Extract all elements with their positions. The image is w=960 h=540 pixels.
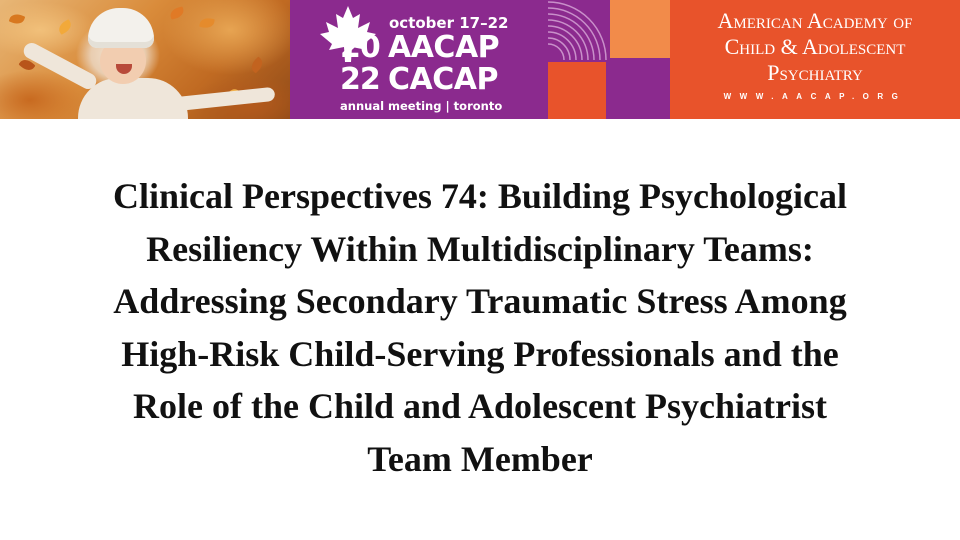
meeting-dates: october 17–22 (389, 14, 509, 32)
academy-name-line3: Psychiatry (767, 60, 863, 85)
title-line: Resiliency Within Multidisciplinary Teams: (146, 228, 814, 269)
title-line: Addressing Secondary Traumatic Stress Among (113, 281, 847, 321)
geometric-pattern (548, 0, 670, 119)
aacap-wordmark: AACAP (388, 30, 500, 65)
meeting-location: annual meeting | toronto (340, 99, 503, 113)
header-banner (0, 0, 960, 119)
title-line: Team Member (367, 438, 593, 479)
academy-website: WWW.AACAP.ORG (723, 92, 907, 101)
academy-name-line1: American Academy of (717, 8, 913, 33)
title-line: High-Risk Child-Serving Professionals and the (121, 333, 839, 374)
cacap-wordmark: CACAP (388, 62, 498, 97)
academy-name-line2: Child & Adolescent (724, 34, 906, 59)
autumn-girl-photo (0, 0, 290, 119)
year-bottom: 22 (340, 62, 380, 97)
slide-title (40, 170, 920, 485)
year-top: 20 (340, 30, 380, 65)
title-line: Role of the Child and Adolescent Psychiatrist (132, 386, 827, 426)
title-line: Clinical Perspectives 74: Building Psychological (113, 176, 847, 216)
